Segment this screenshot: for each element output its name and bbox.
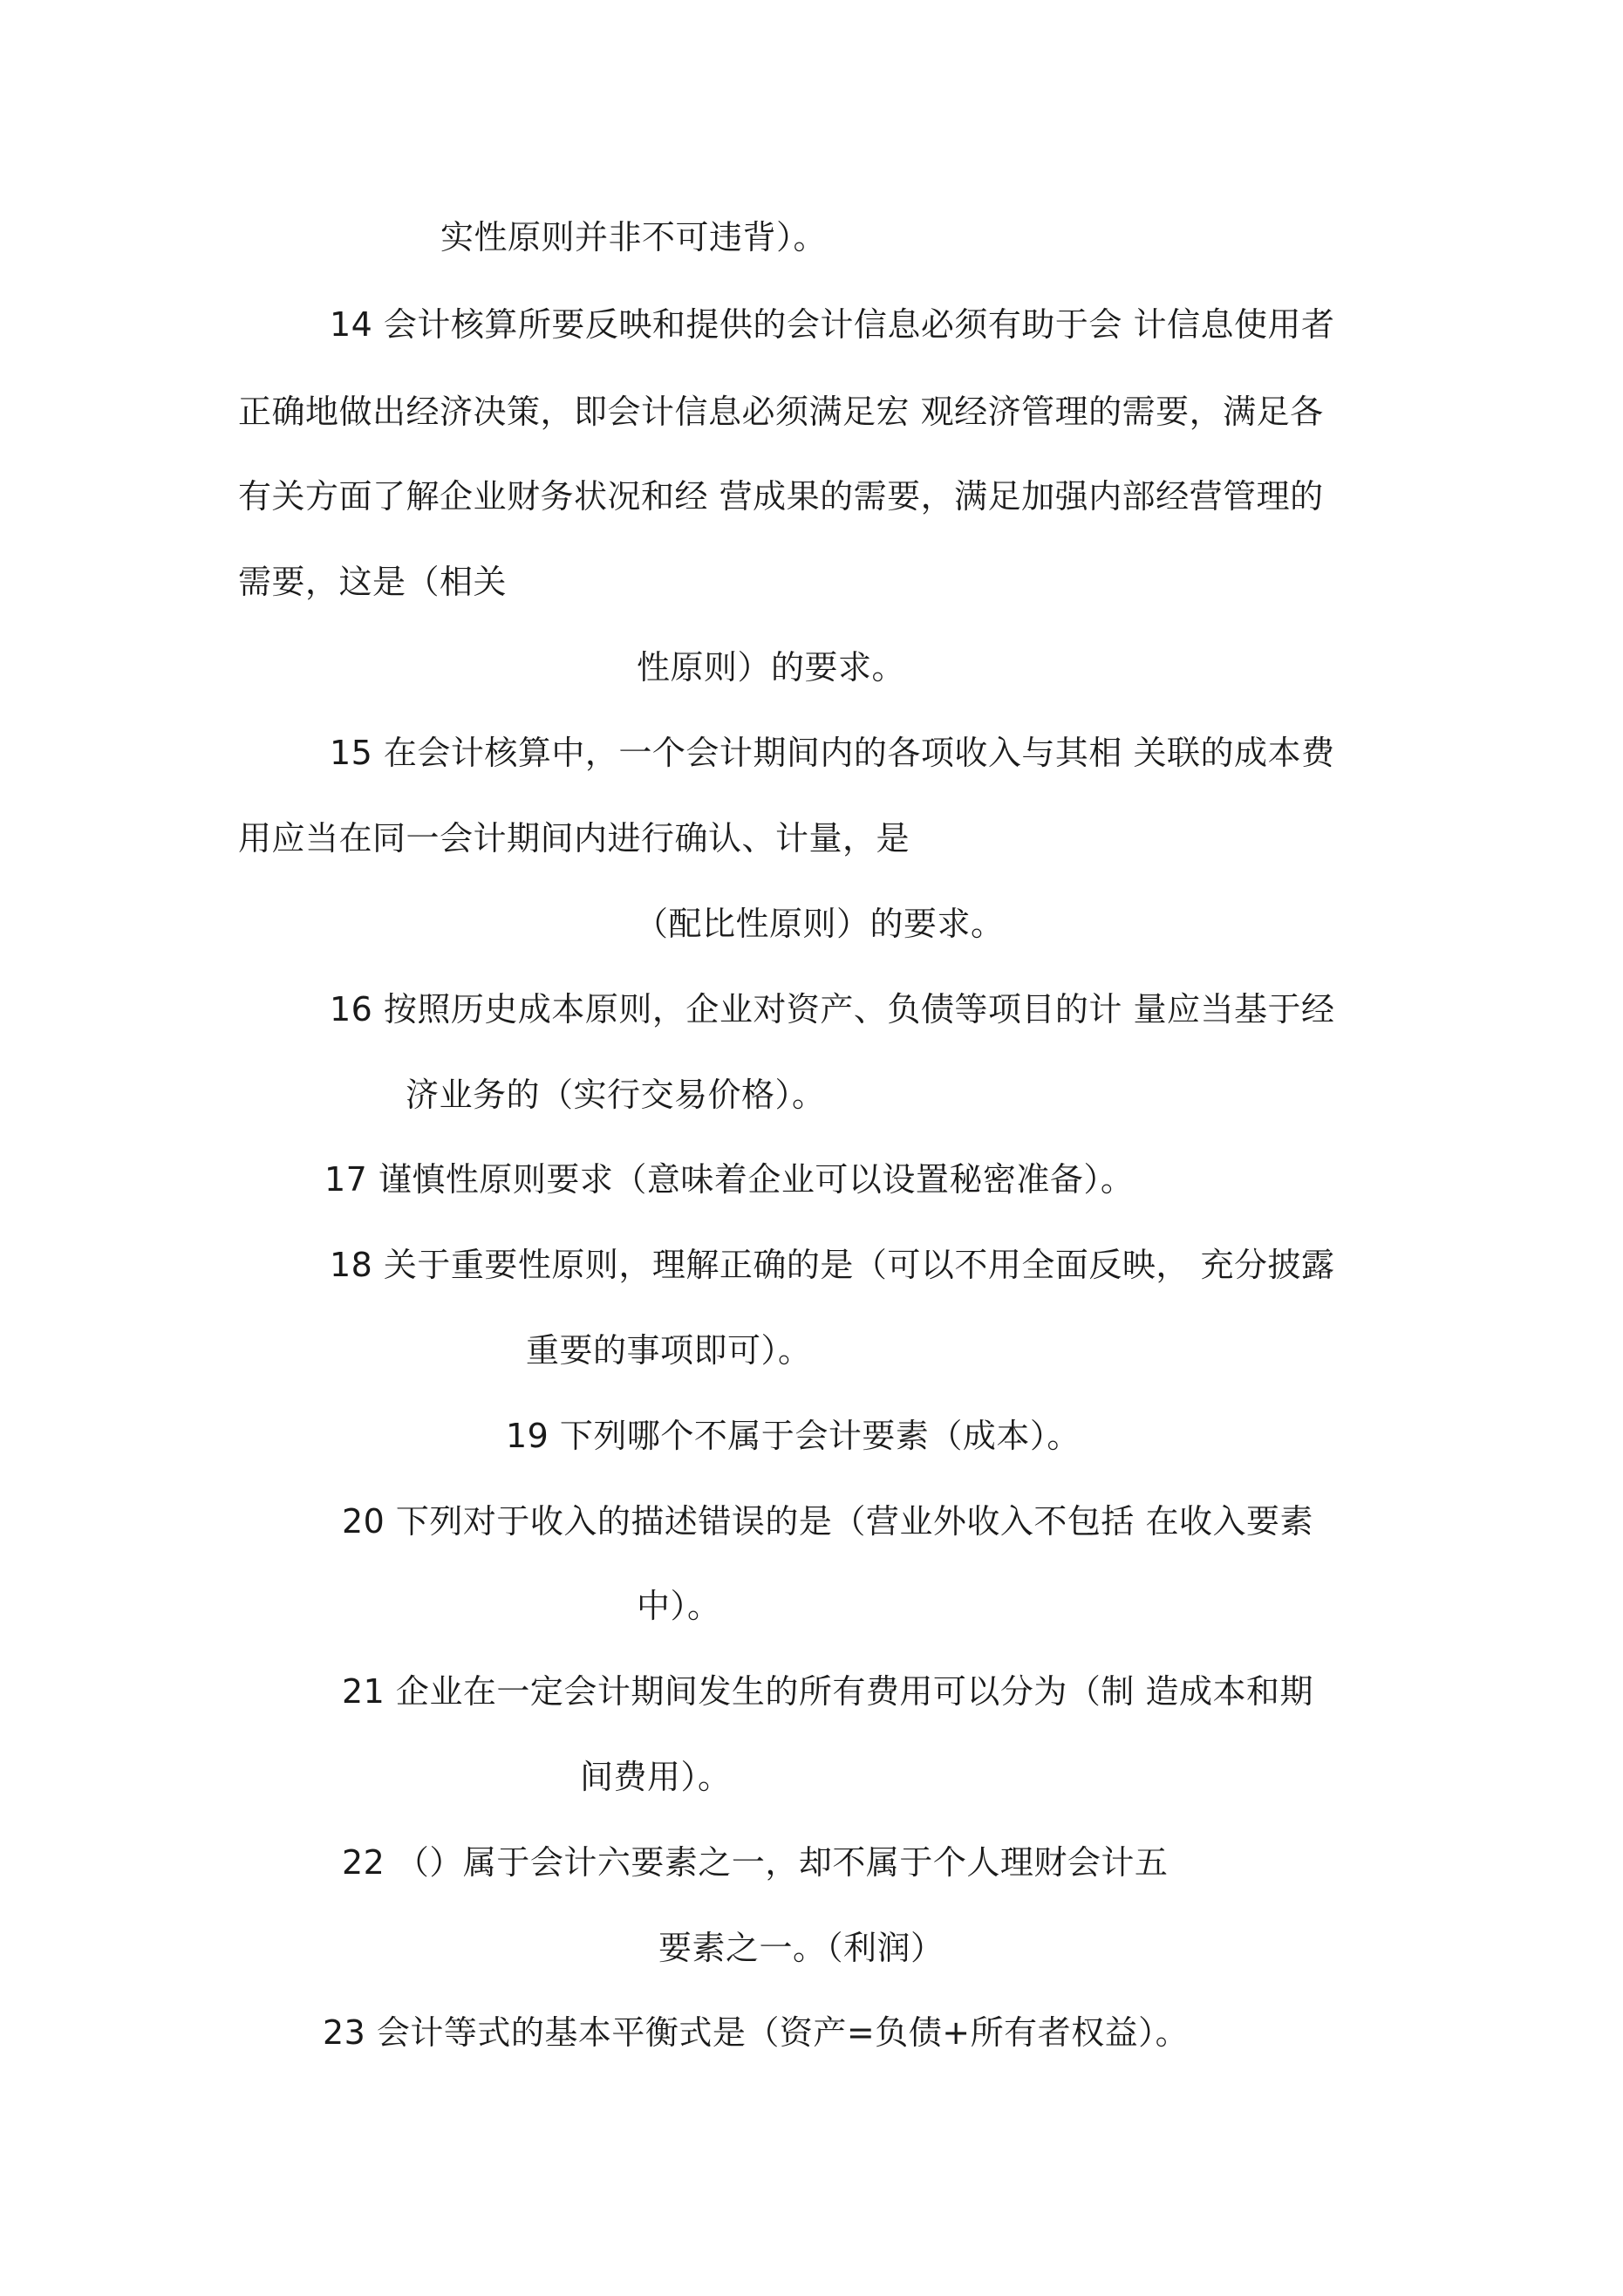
text-line: 17 谨慎性原则要求（意味着企业可以设置秘密准备）。	[324, 1160, 1135, 1199]
text-line: 用应当在同一会计期间内进行确认、计量，是	[238, 819, 910, 858]
text-line: 19 下列哪个不属于会计要素（成本）。	[506, 1417, 1081, 1455]
text-line: 18 关于重要性原则，理解正确的是（可以不用全面反映， 充分披露	[330, 1246, 1335, 1284]
text-line: 14 会计核算所要反映和提供的会计信息必须有助于会 计信息使用者	[330, 305, 1335, 344]
text-line: 16 按照历史成本原则，企业对资产、负债等项目的计 量应当基于经	[330, 990, 1335, 1028]
text-line: 中）。	[637, 1587, 721, 1625]
text-line: 20 下列对于收入的描述错误的是（营业外收入不包括 在收入要素	[342, 1502, 1314, 1541]
text-line: 间费用）。	[580, 1758, 732, 1796]
text-line: 正确地做出经济决策，即会计信息必须满足宏 观经济管理的需要，满足各	[238, 393, 1324, 431]
text-line: 有关方面了解企业财务状况和经 营成果的需要，满足加强内部经营管理的	[238, 477, 1324, 516]
text-line: 22 （）属于会计六要素之一，却不属于个人理财会计五	[342, 1843, 1169, 1882]
text-line: 实性原则并非不可违背）。	[440, 218, 828, 256]
text-line: 需要，这是（相关	[238, 563, 508, 601]
text-line: 21 企业在一定会计期间发生的所有费用可以分为（制 造成本和期	[342, 1672, 1314, 1711]
text-line: 23 会计等式的基本平衡式是（资产=负债+所有者权益）。	[323, 2013, 1190, 2052]
text-line: 15 在会计核算中，一个会计期间内的各项收入与其相 关联的成本费	[330, 734, 1335, 772]
text-line: 要素之一。（利润）	[658, 1929, 944, 1967]
text-line: 重要的事项即可）。	[526, 1331, 812, 1370]
text-line: 济业务的（实行交易价格）。	[406, 1076, 826, 1114]
text-line: 性原则）的要求。	[637, 648, 906, 687]
text-line: （配比性原则）的要求。	[635, 905, 1005, 943]
